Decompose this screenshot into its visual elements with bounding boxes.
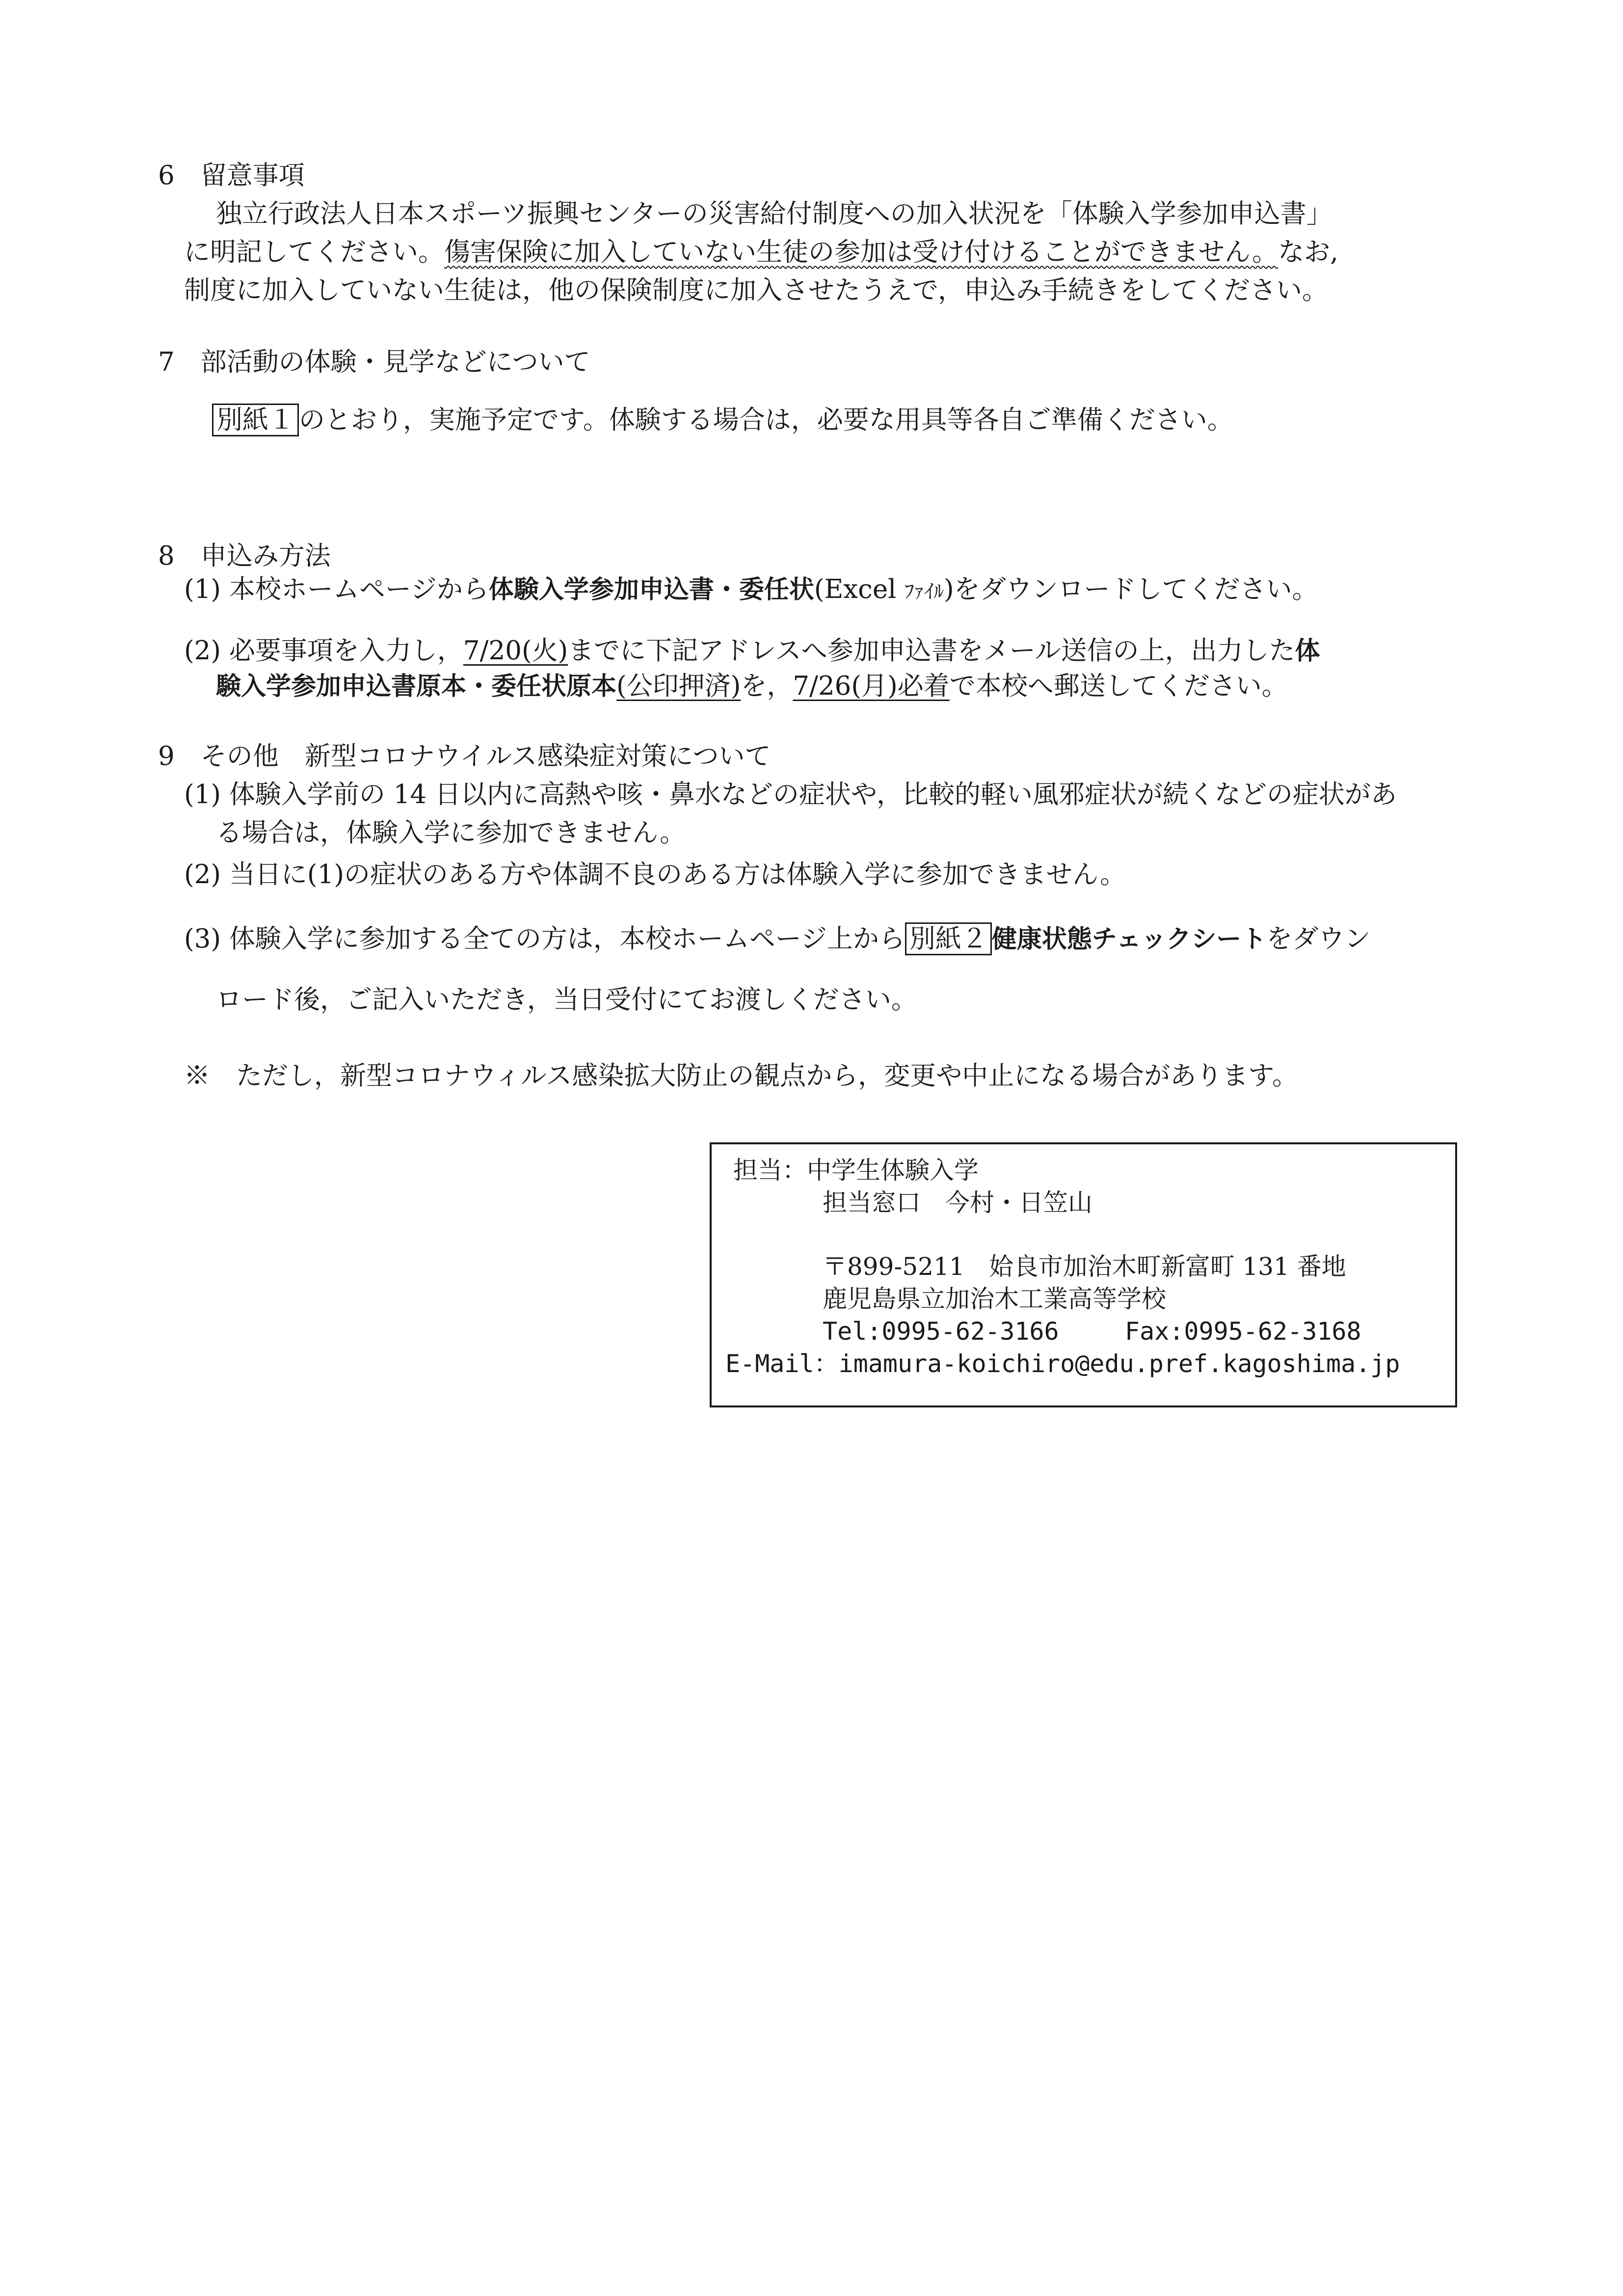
section-9-item-3-line-2: ロード後，ご記入いただき，当日受付にてお渡しください。 bbox=[216, 985, 917, 1015]
section-8-item-2c: までに下記アドレスへ参加申込書をメール送信の上，出力した bbox=[568, 636, 1295, 666]
section-6-line-2a: に明記してください。 bbox=[184, 237, 444, 267]
section-8-item-2g: を， bbox=[741, 671, 793, 701]
contact-school: 鹿児島県立加治木工業高等学校 bbox=[823, 1285, 1166, 1313]
file-word: ﾌｧｲﾙ bbox=[905, 580, 944, 603]
section-8-item-2i: で本校へ郵送してください。 bbox=[949, 671, 1288, 701]
contact-box bbox=[710, 1142, 1457, 1407]
section-6-line-2c: なお, bbox=[1278, 237, 1339, 267]
attachment-2-box: 別紙２ bbox=[905, 922, 992, 955]
section-9-item-3a: (3) 体験入学に参加する全ての方は，本校ホームページ上から bbox=[184, 924, 905, 954]
section-9-heading: 9 その他 新型コロナウイルス感染症対策について bbox=[158, 741, 771, 771]
section-9-item-3-line-1 bbox=[184, 921, 1370, 957]
section-6-line-3: 制度に加入していない生徒は，他の保険制度に加入させたうえで，申込み手続きをしてください。 bbox=[184, 275, 1328, 305]
section-8-heading: 8 申込み方法 bbox=[158, 541, 331, 571]
insurance-warning: 傷害保険に加入していない生徒の参加は受け付けることができません。 bbox=[444, 237, 1278, 267]
section-8-item-2a: (2) 必要事項を入力し， bbox=[184, 636, 463, 666]
cancellation-note: ※ ただし，新型コロナウィルス感染拡大防止の観点から，変更や中止になる場合があります。 bbox=[184, 1061, 1298, 1091]
section-9-item-1-line-1: (1) 体験入学前の 14 日以内に高熱や咳・鼻水などの症状や，比較的軽い風邪症状が続くなどの症状があ bbox=[184, 780, 1397, 810]
contact-fax: Fax:0995-62-3168 bbox=[1125, 1317, 1361, 1346]
attachment-1-box: 別紙１ bbox=[212, 404, 299, 436]
original-forms-name: 験入学参加申込書原本・委任状原本 bbox=[216, 672, 617, 701]
section-7-text: のとおり，実施予定です。体験する場合は，必要な用具等各自ご準備ください。 bbox=[299, 405, 1233, 435]
seal-note: (公印押済) bbox=[616, 671, 741, 701]
contact-line-2: 担当窓口 今村・日笠山 bbox=[823, 1189, 1092, 1217]
section-7-line bbox=[212, 403, 1233, 438]
mail-deadline: 7/26(月)必着 bbox=[793, 671, 950, 701]
application-form-name: 体験入学参加申込書・委任状 bbox=[488, 575, 814, 604]
contact-email: E-Mail：imamura-koichiro@edu.pref.kagoshima.jp bbox=[725, 1350, 1400, 1378]
section-8-item-1e: )をダウンロードしてください。 bbox=[944, 574, 1318, 604]
section-7-heading: 7 部活動の体験・見学などについて bbox=[158, 347, 590, 377]
contact-line-1: 担当：中学生体験入学 bbox=[733, 1156, 979, 1185]
section-6-line-1: 独立行政法人日本スポーツ振興センターの災害給付制度への加入状況を「体験入学参加申込書」 bbox=[216, 199, 1332, 229]
contact-tel: Tel:0995-62-3166 bbox=[823, 1317, 1059, 1346]
section-6-heading: 6 留意事項 bbox=[158, 161, 305, 190]
section-8-item-1 bbox=[184, 572, 1318, 609]
section-8-item-2d: 体 bbox=[1295, 637, 1320, 666]
section-9-item-2: (2) 当日に(1)の症状のある方や体調不良のある方は体験入学に参加できません。 bbox=[184, 860, 1126, 890]
section-9-item-3b: をダウン bbox=[1266, 924, 1371, 954]
section-8-item-1c: (Excel bbox=[814, 574, 905, 604]
email-deadline: 7/20(火) bbox=[463, 636, 568, 666]
section-8-item-2-line-2 bbox=[216, 669, 1288, 704]
section-6-line-2 bbox=[184, 235, 1338, 270]
section-8-item-1a: (1) 本校ホームページから bbox=[184, 574, 489, 604]
health-check-sheet-name: 健康状態チェックシート bbox=[991, 925, 1267, 954]
section-8-item-2-line-1 bbox=[184, 633, 1320, 669]
section-9-item-1-line-2: る場合は，体験入学に参加できません。 bbox=[216, 818, 686, 848]
contact-address: 〒899-5211 姶良市加治木町新富町 131 番地 bbox=[823, 1252, 1346, 1281]
